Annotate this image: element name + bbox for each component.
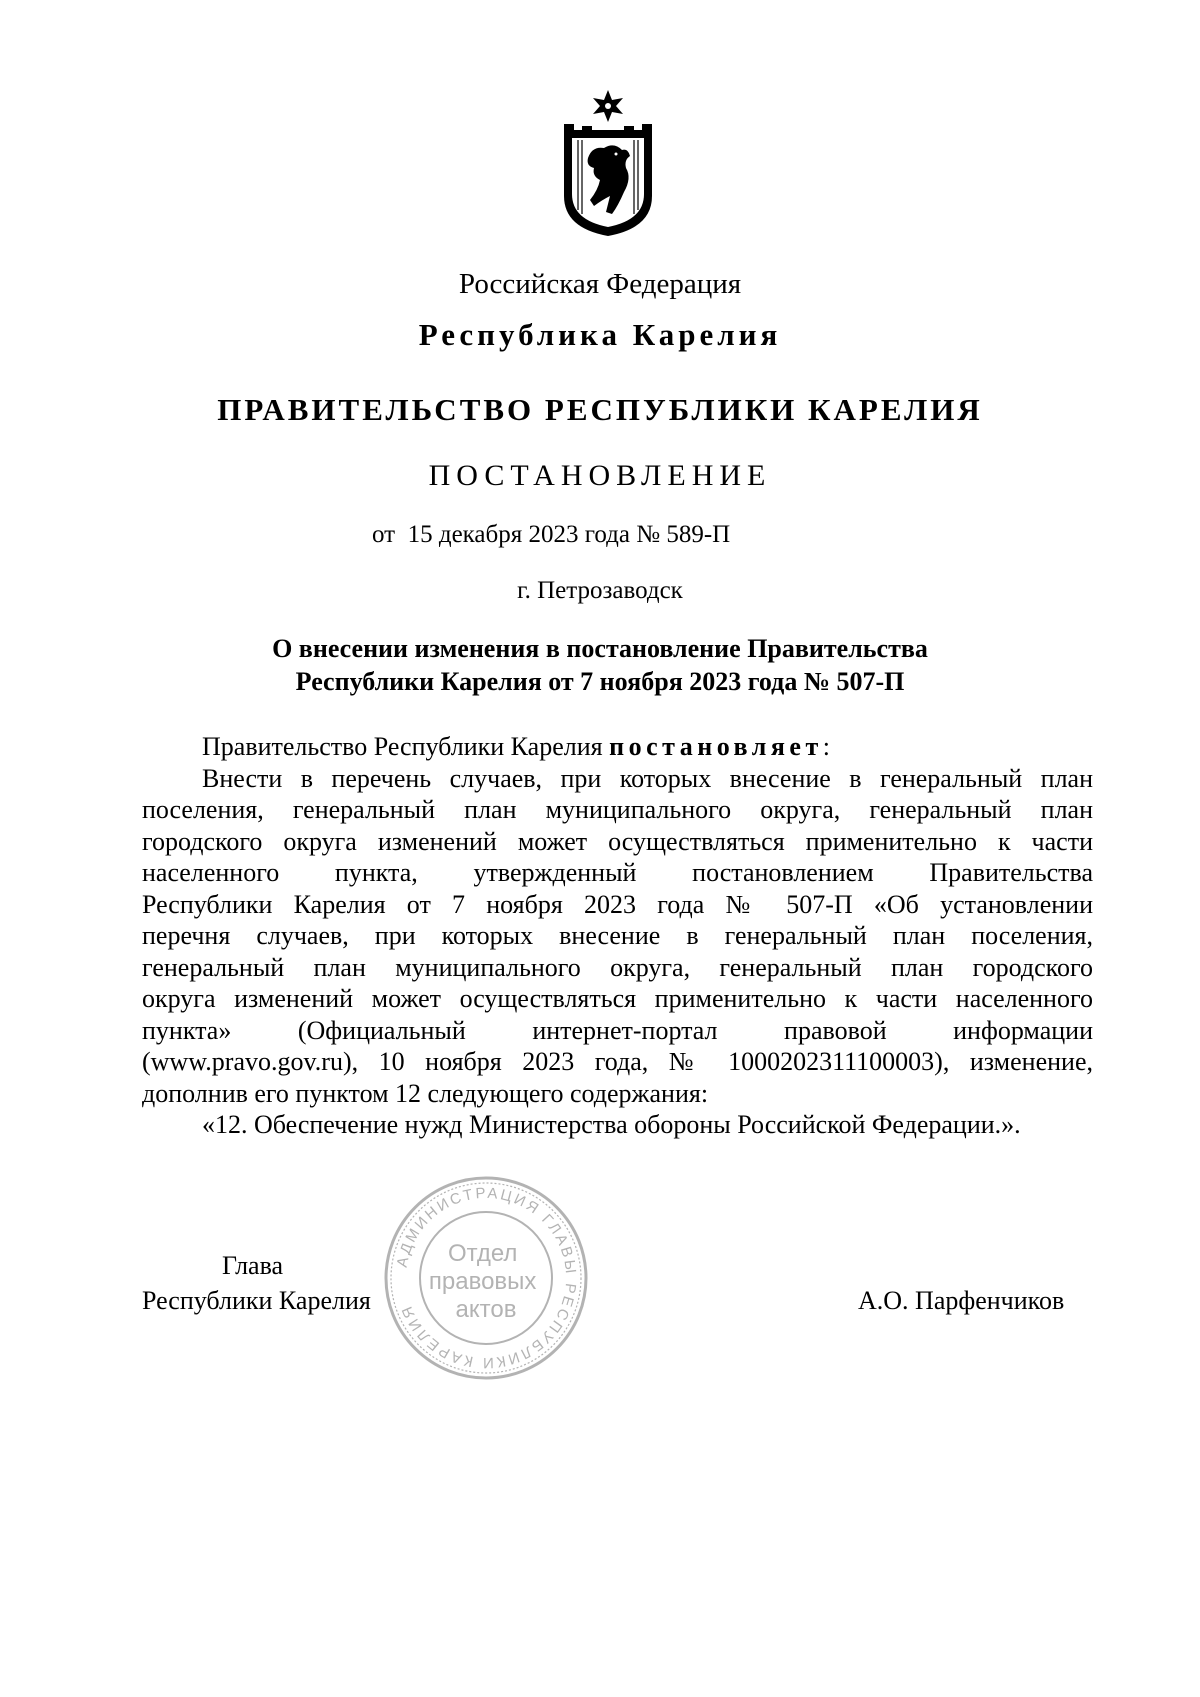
karelia-coat-of-arms xyxy=(558,88,658,238)
signatory-name: А.О. Парфенчиков xyxy=(858,1286,1065,1315)
document-city: г. Петрозаводск xyxy=(517,577,683,604)
paragraph-line: Республики Карелия от 7 ноября 2023 года № 507-П «Об установлении xyxy=(142,889,1093,919)
signature-organization: Республики Карелия xyxy=(142,1286,371,1315)
subject-line-1: О внесении изменения в постановление Правительства xyxy=(272,634,928,663)
document-date-number: от 15 декабря 2023 года № 589-П xyxy=(372,521,731,548)
paragraph-line: поселения, генеральный план муниципального округа, генеральный план xyxy=(142,795,1093,824)
opening-verb: постановляет xyxy=(609,732,823,761)
svg-text:Отдел правовых актов: Отдел правовых актов xyxy=(428,1240,537,1323)
paragraph-line: перечня случаев, при которых внесение в генеральный план поселения, xyxy=(142,921,1093,950)
opening-line xyxy=(142,731,1093,763)
paragraph-line: генеральный план муниципального округа, генеральный план городского xyxy=(142,952,1093,982)
official-stamp xyxy=(383,1175,589,1381)
paragraph-line: пункта» (Официальный интернет-портал правовой информации xyxy=(142,1015,1093,1045)
opening-suffix: : xyxy=(822,732,830,761)
paragraph-line: (www.pravo.gov.ru), 10 ноября 2023 года, № 1000202311100003), изменение, xyxy=(142,1047,1093,1076)
country-name: Российская Федерация xyxy=(458,268,742,300)
government-name: ПРАВИТЕЛЬСТВО РЕСПУБЛИКИ КАРЕЛИЯ xyxy=(217,392,983,427)
new-item: «12. Обеспечение нужд Министерства обороны Российской Федерации.». xyxy=(202,1110,1021,1139)
signature-title: Глава xyxy=(222,1251,284,1280)
paragraph-line: населенного пункта, утвержденный постановлением Правительства xyxy=(142,858,1093,887)
paragraph-line: городского округа изменений может осуществляться применительно к части xyxy=(142,826,1093,856)
document-subject xyxy=(0,632,1200,698)
document-type: ПОСТАНОВЛЕНИЕ xyxy=(428,459,772,492)
paragraph-line: округа изменений может осуществляться применительно к части населенного xyxy=(142,984,1093,1013)
subject-line-2: Республики Карелия от 7 ноября 2023 года № 507-П xyxy=(295,667,905,696)
opening-prefix: Правительство Республики Карелия xyxy=(202,732,610,761)
document-body xyxy=(142,731,1093,1141)
paragraph-line: Внести в перечень случаев, при которых внесение в генеральный план xyxy=(202,763,1093,793)
paragraph-last-line: дополнив его пунктом 12 следующего содержания: xyxy=(142,1078,709,1108)
svg-text:АДМИНИСТРАЦИЯ ГЛАВЫ РЕСПУБЛИКИ: АДМИНИСТРАЦИЯ ГЛАВЫ РЕСПУБЛИКИ КАРЕЛИЯ xyxy=(393,1184,580,1372)
republic-name: Республика Карелия xyxy=(418,317,782,352)
